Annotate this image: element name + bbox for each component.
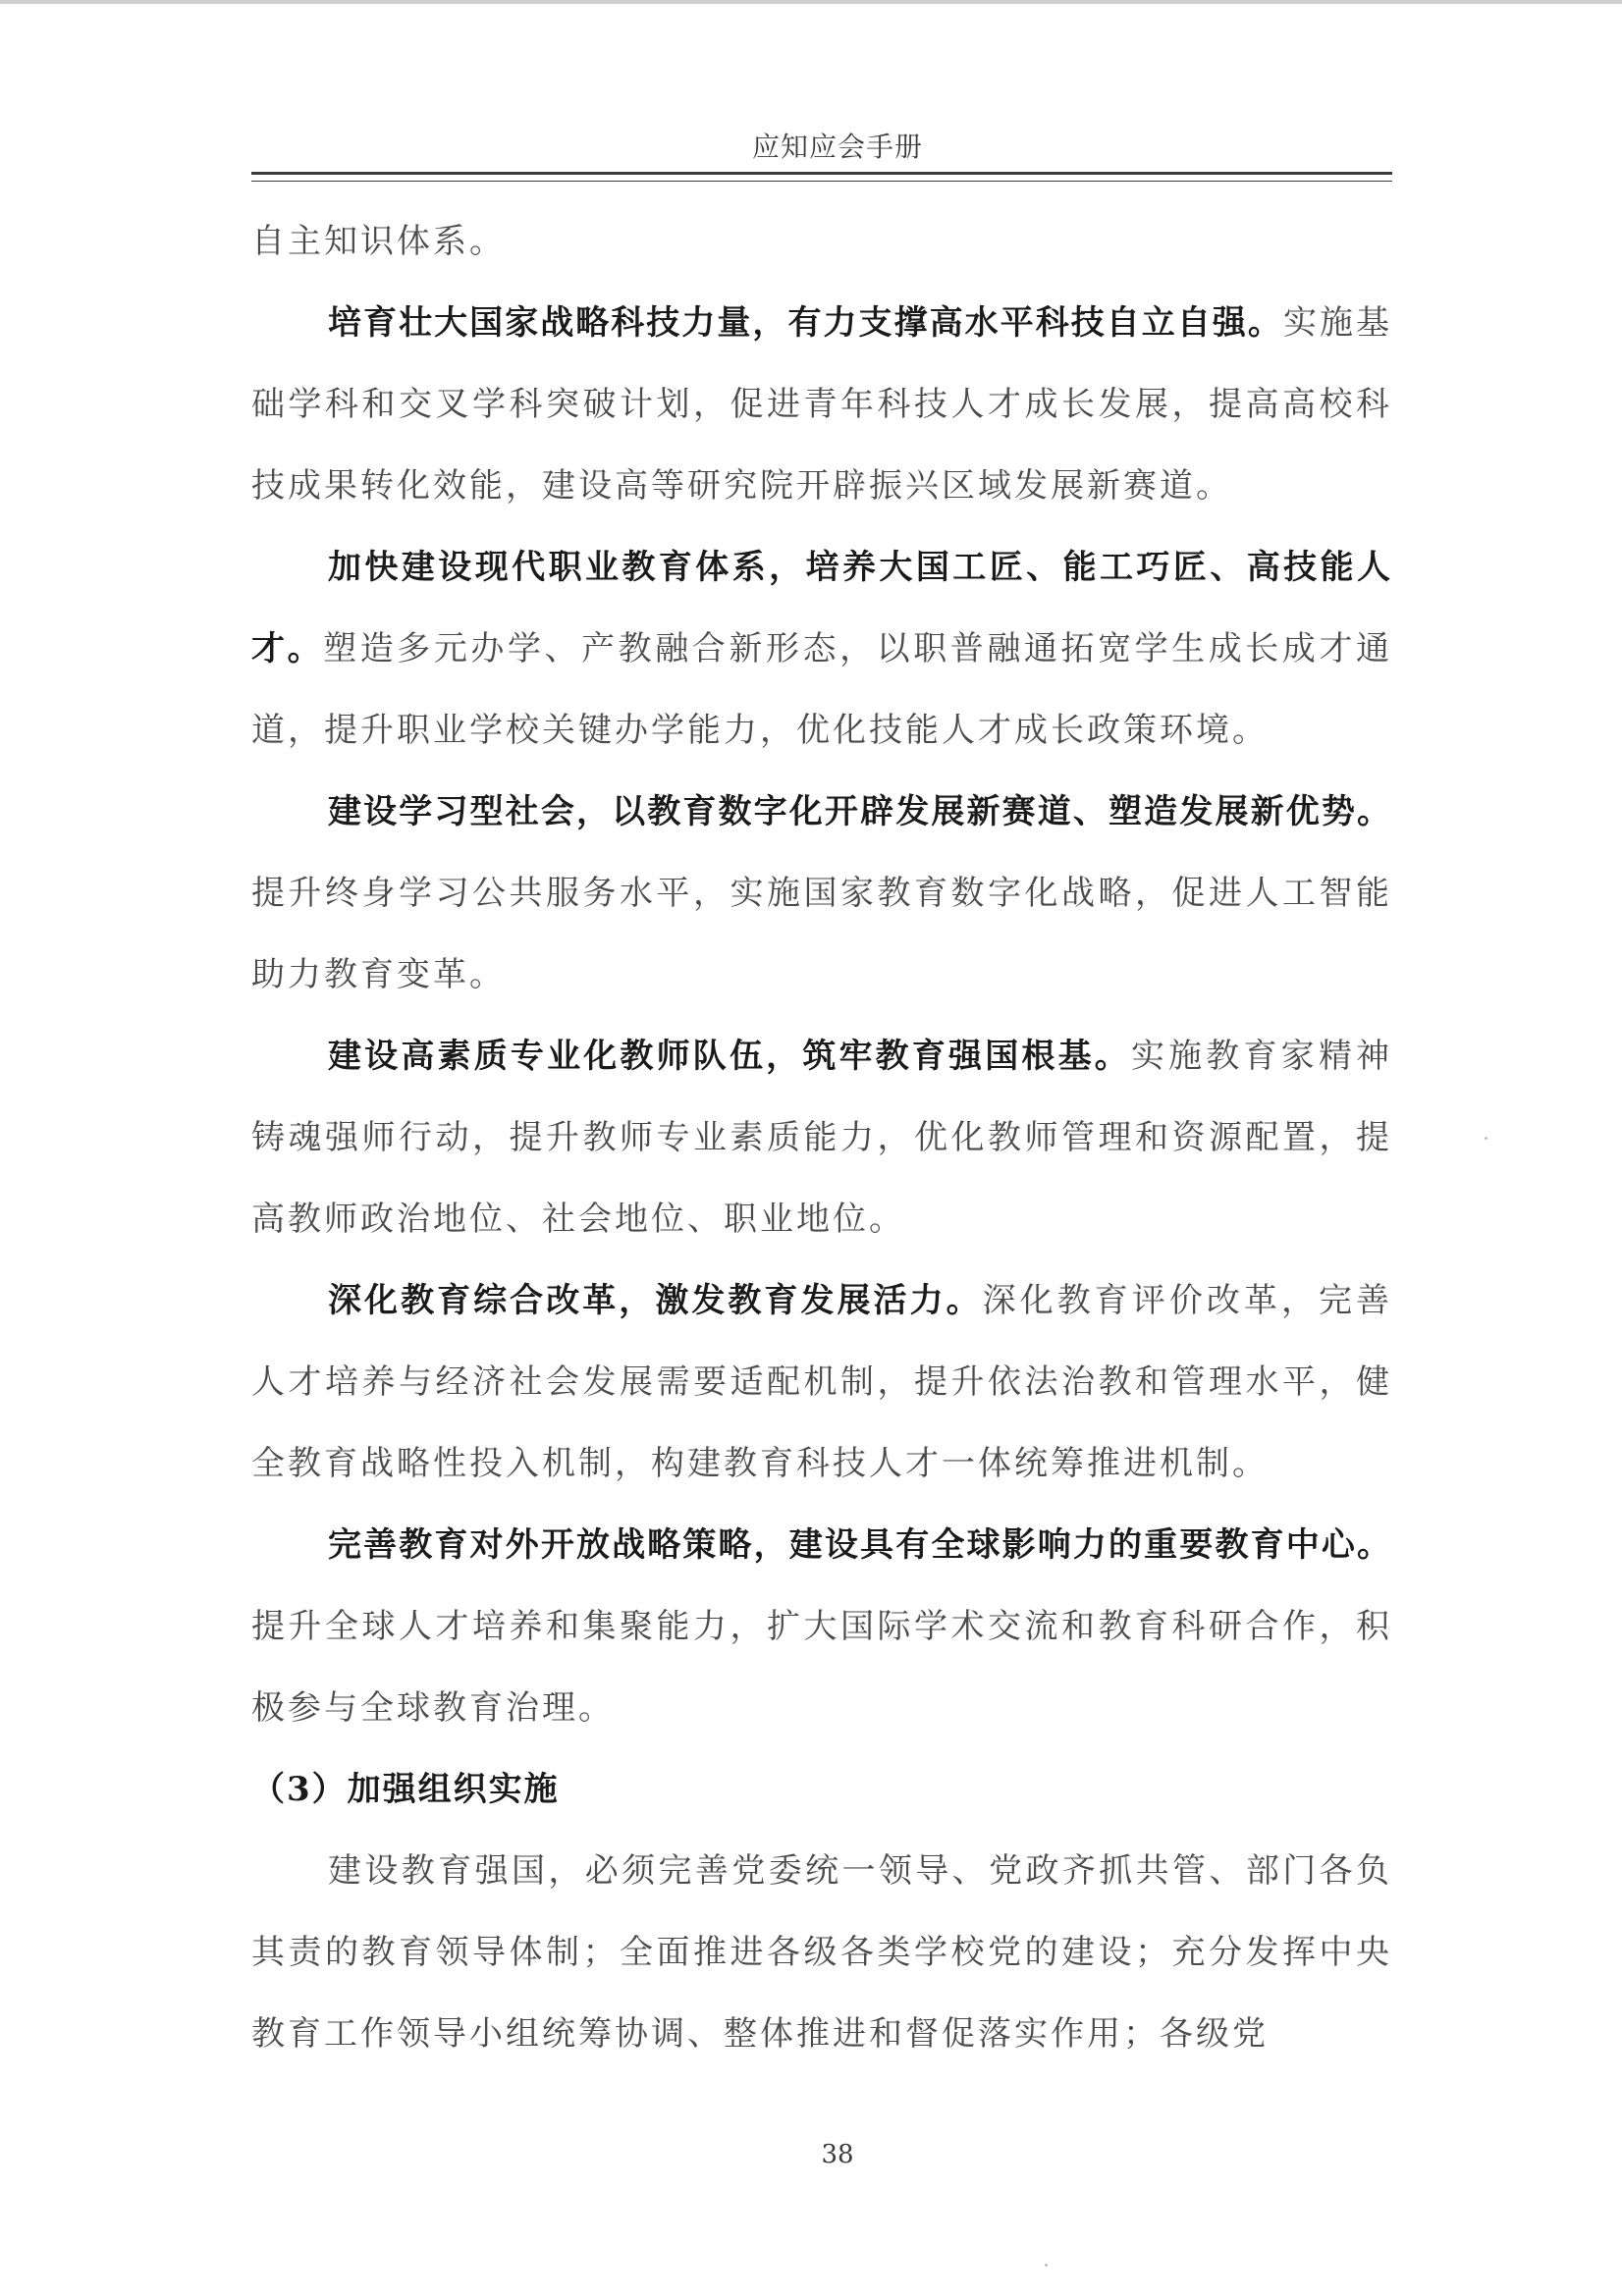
paragraph-reform bbox=[251, 1260, 1392, 1505]
paragraph-body: 实施基础学科和交叉学科突破计划，促进青年科技人才成长发展，提高高校科技成果转化效能，建设高等研究院开辟振兴区域发展新赛道。 bbox=[251, 303, 1393, 506]
paragraph-body: 深化教育评价改革，完善人才培养与经济社会发展需要适配机制，提升依法治教和管理水平，健全教育战略性投入机制，构建教育科技人才一体统筹推进机制。 bbox=[251, 1281, 1393, 1483]
paragraph-teachers bbox=[251, 1016, 1392, 1260]
paragraph-lead: 培育壮大国家战略科技力量，有力支撑高水平科技自立自强。 bbox=[328, 303, 1283, 343]
paragraph-lead: 深化教育综合改革，激发教育发展活力。 bbox=[328, 1281, 983, 1320]
scan-speck bbox=[1045, 2264, 1048, 2267]
page-number: 38 bbox=[821, 2140, 854, 2169]
paragraph-body: 塑造多元办学、产教融合新形态，以职普融通拓宽学生成长成才通道，提升职业学校关键办学能力，优化技能人才成长政策环境。 bbox=[251, 629, 1393, 750]
paragraph-learning-society bbox=[251, 772, 1392, 1016]
header-rule-thin bbox=[251, 181, 1392, 182]
paragraph-body: 实施教育家精神铸魂强师行动，提升教师专业素质能力，优化教师管理和资源配置，提高教师政治地位、社会地位、职业地位。 bbox=[251, 1037, 1393, 1239]
section-heading: （3）加强组织实施 bbox=[251, 1770, 560, 1809]
paragraph-lead: 建设高素质专业化教师队伍，筑牢教育强国根基。 bbox=[328, 1037, 1131, 1076]
paragraph-vocational bbox=[251, 527, 1392, 772]
running-header: 应知应会手册 bbox=[751, 131, 923, 163]
paragraph-lead: 完善教育对外开放战略策略，建设具有全球影响力的重要教育中心。 bbox=[328, 1525, 1392, 1565]
scan-top-edge bbox=[0, 0, 1622, 4]
paragraph-lead: 加快建设现代职业教育体系，培养大国工匠、能工巧匠、高技能人才。 bbox=[251, 548, 1392, 668]
paragraph-body: 提升终身学习公共服务水平，实施国家教育数字化战略，促进人工智能助力教育变革。 bbox=[251, 874, 1392, 994]
paragraph-body: 提升全球人才培养和集聚能力，扩大国际学术交流和教育科研合作，积极参与全球教育治理。 bbox=[251, 1607, 1392, 1728]
page-body bbox=[251, 201, 1392, 2075]
scan-speck bbox=[1485, 1137, 1487, 1140]
paragraph-science-tech bbox=[251, 283, 1392, 527]
paragraph-continuation: 自主知识体系。 bbox=[251, 222, 506, 261]
paragraph-organization: 建设教育强国，必须完善党委统一领导、党政齐抓共管、部门各负其责的教育领导体制；全面推进各级各类学校党的建设；充分发挥中央教育工作领导小组统筹协调、整体推进和督促落实作用；各级党 bbox=[251, 1851, 1392, 2054]
header-rule-thick bbox=[251, 172, 1392, 175]
paragraph-lead: 建设学习型社会，以教育数字化开辟发展新赛道、塑造发展新优势。 bbox=[328, 792, 1392, 831]
paragraph-opening-up bbox=[251, 1505, 1392, 1749]
